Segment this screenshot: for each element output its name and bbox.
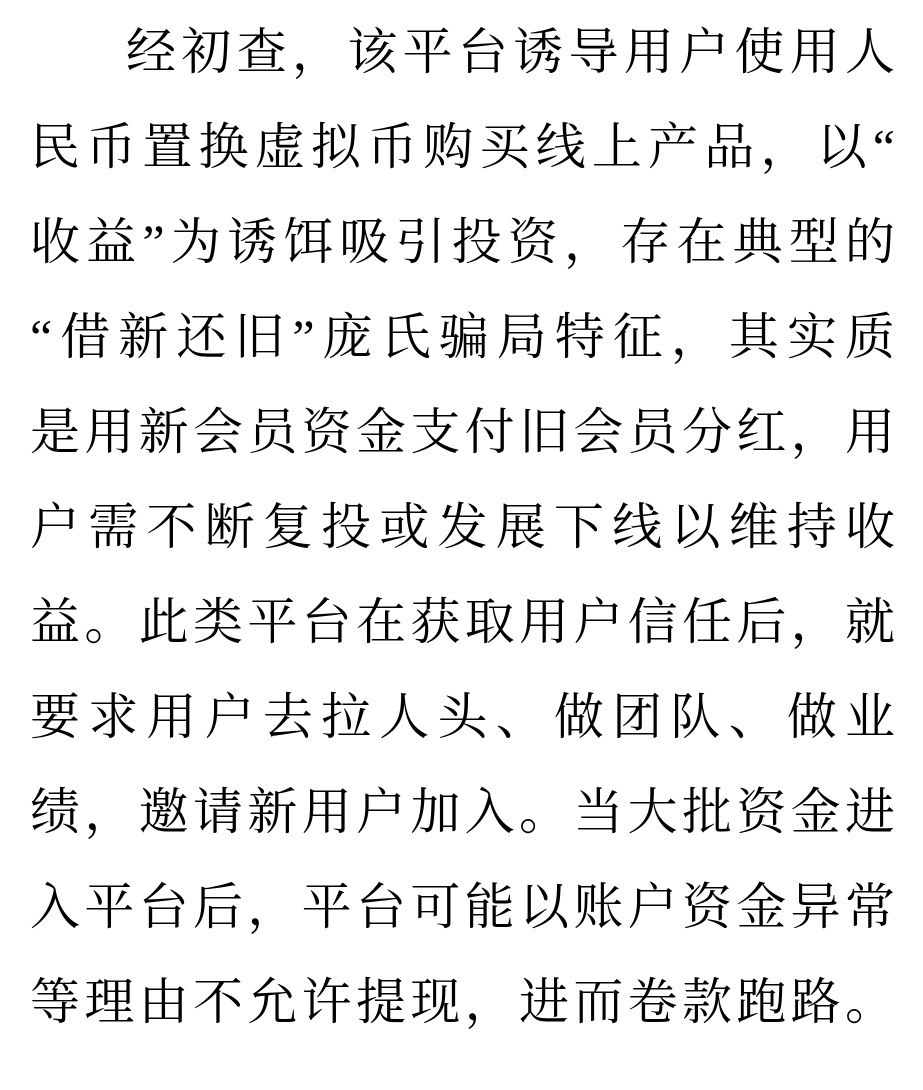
text-line: “借新还旧”庞氏骗局特征，其实质 <box>30 309 895 365</box>
text-line: 是用新会员资金支付旧会员分红，用 <box>30 404 895 460</box>
text-line: 等理由不允许提现，进而卷款跑路。 <box>30 974 895 1030</box>
text-line: 民币置换虚拟币购买线上产品，以“ <box>30 119 895 175</box>
text-line: 益。此类平台在获取用户信任后，就 <box>30 594 895 650</box>
text-line: 收益”为诱饵吸引投资，存在典型的 <box>30 214 895 270</box>
text-line: 户需不断复投或发展下线以维持收 <box>30 499 895 555</box>
text-line: 经初查，该平台诱导用户使用人 <box>126 24 895 80</box>
text-line: 入平台后，平台可能以账户资金异常 <box>30 879 895 935</box>
text-line: 绩，邀请新用户加入。当大批资金进 <box>30 784 895 840</box>
text-line: 要求用户去拉人头、做团队、做业 <box>30 689 895 745</box>
